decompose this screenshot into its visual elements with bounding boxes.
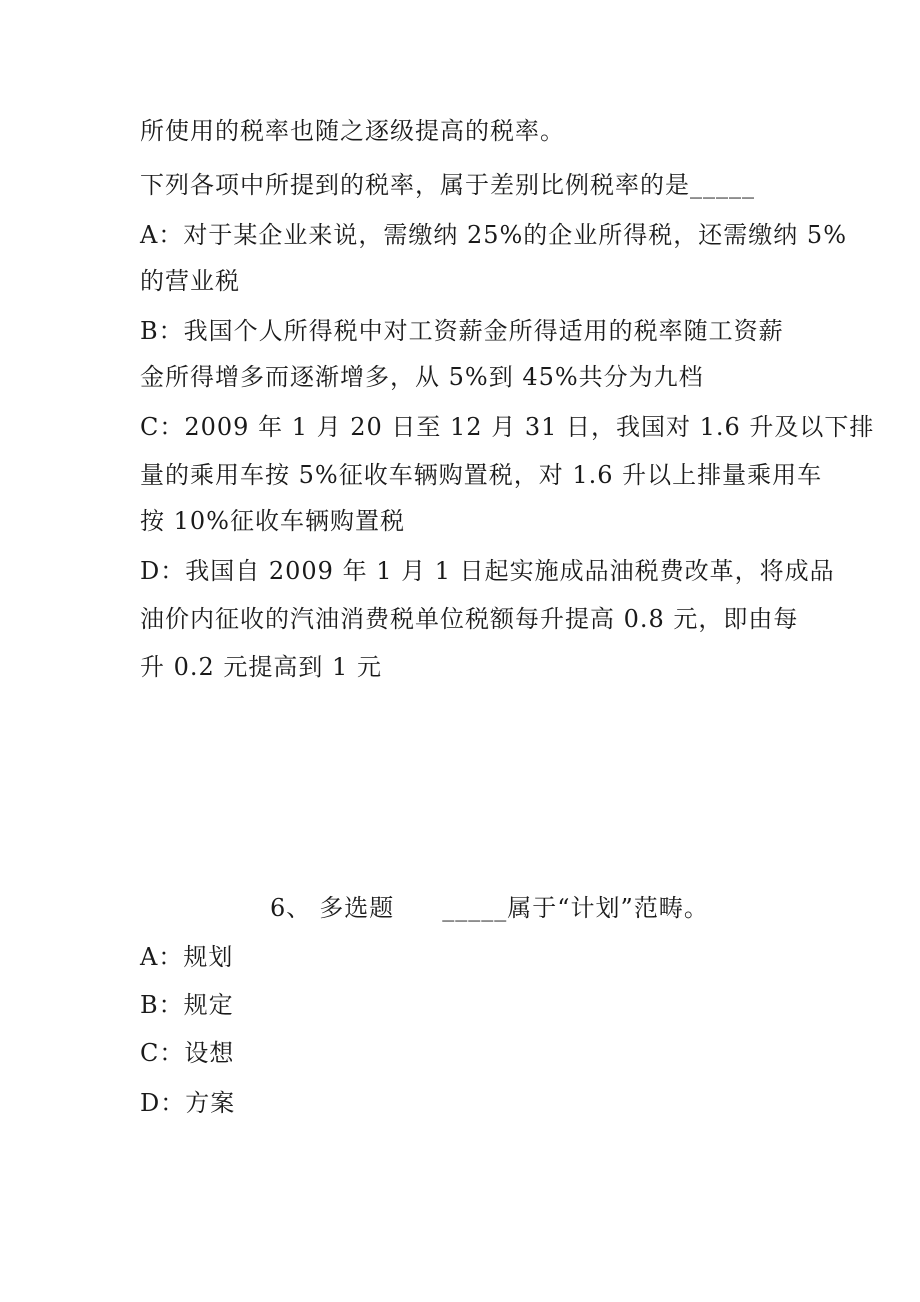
q5-option-d-line3: 升 0.2 元提高到 1 元 [140, 653, 382, 681]
q5-option-d-line2: 油价内征收的汽油消费税单位税额每升提高 0.8 元，即由每 [140, 605, 799, 633]
q6-option-d: D：方案 [140, 1089, 236, 1117]
q6-heading [270, 893, 709, 923]
q6-stem: _____属于“计划”范畴。 [442, 894, 709, 922]
q5-option-a-line1: A：对于某企业来说，需缴纳 25%的企业所得税，还需缴纳 5% [140, 221, 848, 249]
q5-option-b-line2: 金所得增多而逐渐增多，从 5%到 45%共分为九档 [140, 363, 704, 391]
q6-number: 6、 [270, 894, 312, 922]
q6-option-b: B：规定 [140, 991, 234, 1019]
q5-option-a-line2: 的营业税 [140, 267, 240, 295]
q6-option-c: C：设想 [140, 1039, 235, 1067]
q5-stem: 下列各项中所提到的税率，属于差别比例税率的是_____ [140, 171, 755, 199]
q5-option-c-line1: C：2009 年 1 月 20 日至 12 月 31 日，我国对 1.6 升及以下排 [140, 413, 875, 441]
q6-option-a: A：规划 [140, 943, 234, 971]
q5-option-c-line2: 量的乘用车按 5%征收车辆购置税，对 1.6 升以上排量乘用车 [140, 461, 823, 489]
q6-type: 多选题 [319, 894, 395, 922]
q5-option-b-line1: B：我国个人所得税中对工资薪金所得适用的税率随工资薪 [140, 317, 784, 345]
q5-option-d-line1: D：我国自 2009 年 1 月 1 日起实施成品油税费改革，将成品 [140, 557, 835, 585]
q5-option-c-line3: 按 10%征收车辆购置税 [140, 507, 405, 535]
q5-continuation: 所使用的税率也随之逐级提高的税率。 [140, 117, 565, 145]
